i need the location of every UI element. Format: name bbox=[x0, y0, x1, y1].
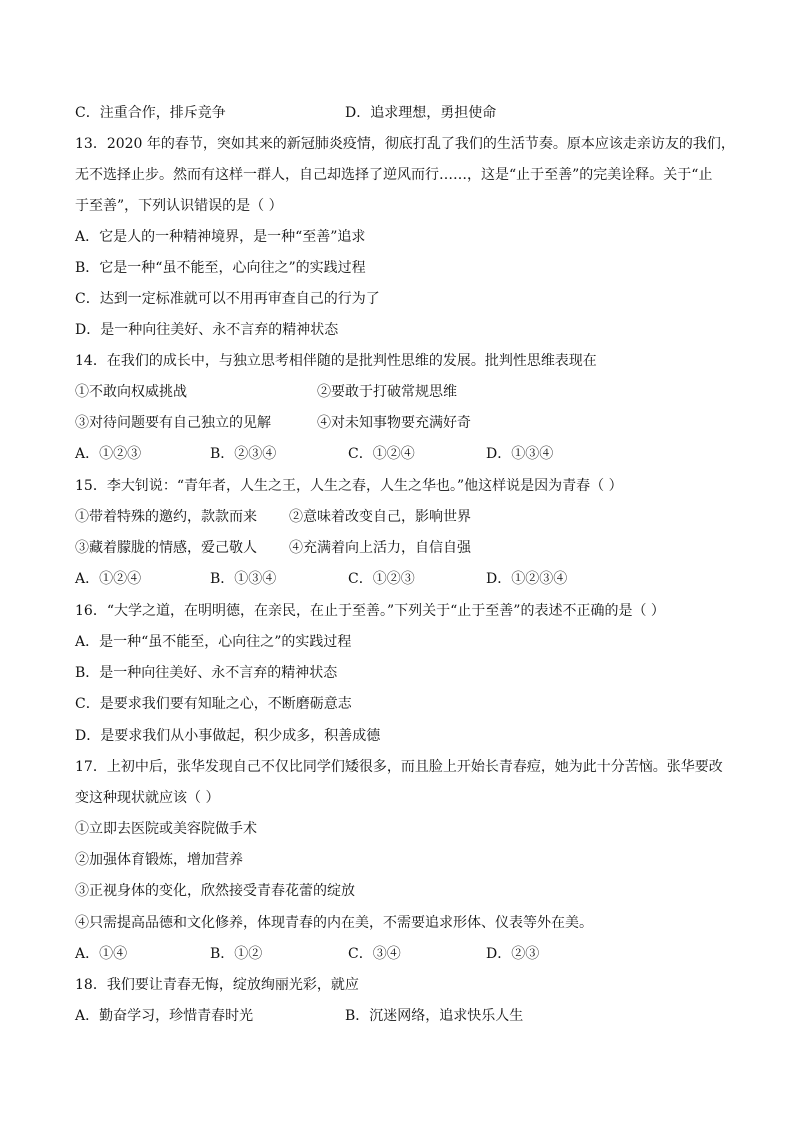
q17-stem-line2: 变这种现状就应该（ ） bbox=[75, 790, 220, 806]
q17-statement-2: ②加强体育锻炼，增加营养 bbox=[75, 852, 243, 868]
q12-option-c: C．注重合作，排斥竞争 bbox=[75, 105, 226, 121]
q14-statement-2: ②要敢于打破常规思维 bbox=[317, 384, 457, 400]
q16-option-c: C．是要求我们要有知耻之心，不断磨砺意志 bbox=[75, 696, 352, 712]
q14-statement-1: ①不敢向权威挑战 bbox=[75, 384, 187, 400]
q13-option-c: C．达到一定标准就可以不用再审查自己的行为了 bbox=[75, 291, 380, 307]
q16-stem: 16．“大学之道，在明明德，在亲民，在止于至善。”下列关于“止于至善”的表述不正确的是（ ） bbox=[75, 603, 665, 619]
q13-stem-line3: 于至善”，下列认识错误的是（ ） bbox=[75, 198, 283, 214]
q16-option-d: D．是要求我们从小事做起，积少成多，积善成德 bbox=[75, 728, 381, 744]
q13-option-b: B．它是一种“虽不能至，心向往之”的实践过程 bbox=[75, 260, 366, 276]
q17-statement-1: ①立即去医院或美容院做手术 bbox=[75, 821, 257, 837]
q15-option-b: B．①③④ bbox=[210, 571, 277, 587]
q15-option-a: A．①②④ bbox=[75, 571, 142, 587]
q14-statement-4: ④对未知事物要充满好奇 bbox=[317, 415, 471, 431]
q14-option-c: C．①②④ bbox=[348, 446, 415, 462]
q15-statement-3: ③藏着朦胧的情感，爱己敬人 bbox=[75, 540, 257, 556]
q13-option-d: D．是一种向往美好、永不言弃的精神状态 bbox=[75, 322, 339, 338]
q13-option-a: A．它是人的一种精神境界，是一种“至善”追求 bbox=[75, 229, 366, 245]
q13-stem-line2: 无不选择止步。然而有这样一群人，自己却选择了逆风而行……，这是“止于至善”的完美诠释。关于“止 bbox=[75, 167, 713, 183]
q14-option-d: D．①③④ bbox=[486, 446, 554, 462]
q14-statement-3: ③对待问题要有自己独立的见解 bbox=[75, 415, 271, 431]
q12-option-d: D．追求理想，勇担使命 bbox=[345, 105, 497, 121]
q15-statement-2: ②意味着改变自己，影响世界 bbox=[289, 509, 471, 525]
q15-statement-1: ①带着特殊的邀约，款款而来 bbox=[75, 509, 257, 525]
q17-statement-4: ④只需提高品德和文化修养，体现青春的内在美，不需要追求形体、仪表等外在美。 bbox=[75, 915, 593, 931]
q17-option-c: C．③④ bbox=[348, 946, 401, 962]
q17-option-b: B．①② bbox=[210, 946, 263, 962]
q14-stem: 14．在我们的成长中，与独立思考相伴随的是批判性思维的发展。批判性思维表现在 bbox=[75, 353, 597, 369]
q15-option-c: C．①②③ bbox=[348, 571, 415, 587]
q14-option-a: A．①②③ bbox=[75, 446, 142, 462]
q17-option-a: A．①④ bbox=[75, 946, 128, 962]
q15-stem: 15．李大钊说：“青年者，人生之王，人生之春，人生之华也。”他这样说是因为青春（ ） bbox=[75, 478, 623, 494]
q17-option-d: D．②③ bbox=[486, 946, 540, 962]
q14-option-b: B．②③④ bbox=[210, 446, 277, 462]
q16-option-b: B．是一种向往美好、永不言弃的精神状态 bbox=[75, 665, 338, 681]
q17-stem-line1: 17．上初中后，张华发现自己不仅比同学们矮很多，而且脸上开始长青春痘，她为此十分苦恼。张华要改 bbox=[75, 759, 723, 775]
q15-option-d: D．①②③④ bbox=[486, 571, 568, 587]
q18-option-b: B．沉迷网络，追求快乐人生 bbox=[345, 1008, 524, 1024]
q16-option-a: A．是一种“虽不能至，心向往之”的实践过程 bbox=[75, 634, 352, 650]
q17-statement-3: ③正视身体的变化，欣然接受青春花蕾的绽放 bbox=[75, 883, 355, 899]
q18-option-a: A．勤奋学习，珍惜青春时光 bbox=[75, 1008, 254, 1024]
q18-stem: 18．我们要让青春无悔，绽放绚丽光彩，就应 bbox=[75, 977, 359, 993]
q13-stem-line1: 13．2020 年的春节，突如其来的新冠肺炎疫情，彻底打乱了我们的生活节奏。原本应该走亲访友的我们， bbox=[75, 136, 735, 152]
q15-statement-4: ④充满着向上活力，自信自强 bbox=[289, 540, 471, 556]
